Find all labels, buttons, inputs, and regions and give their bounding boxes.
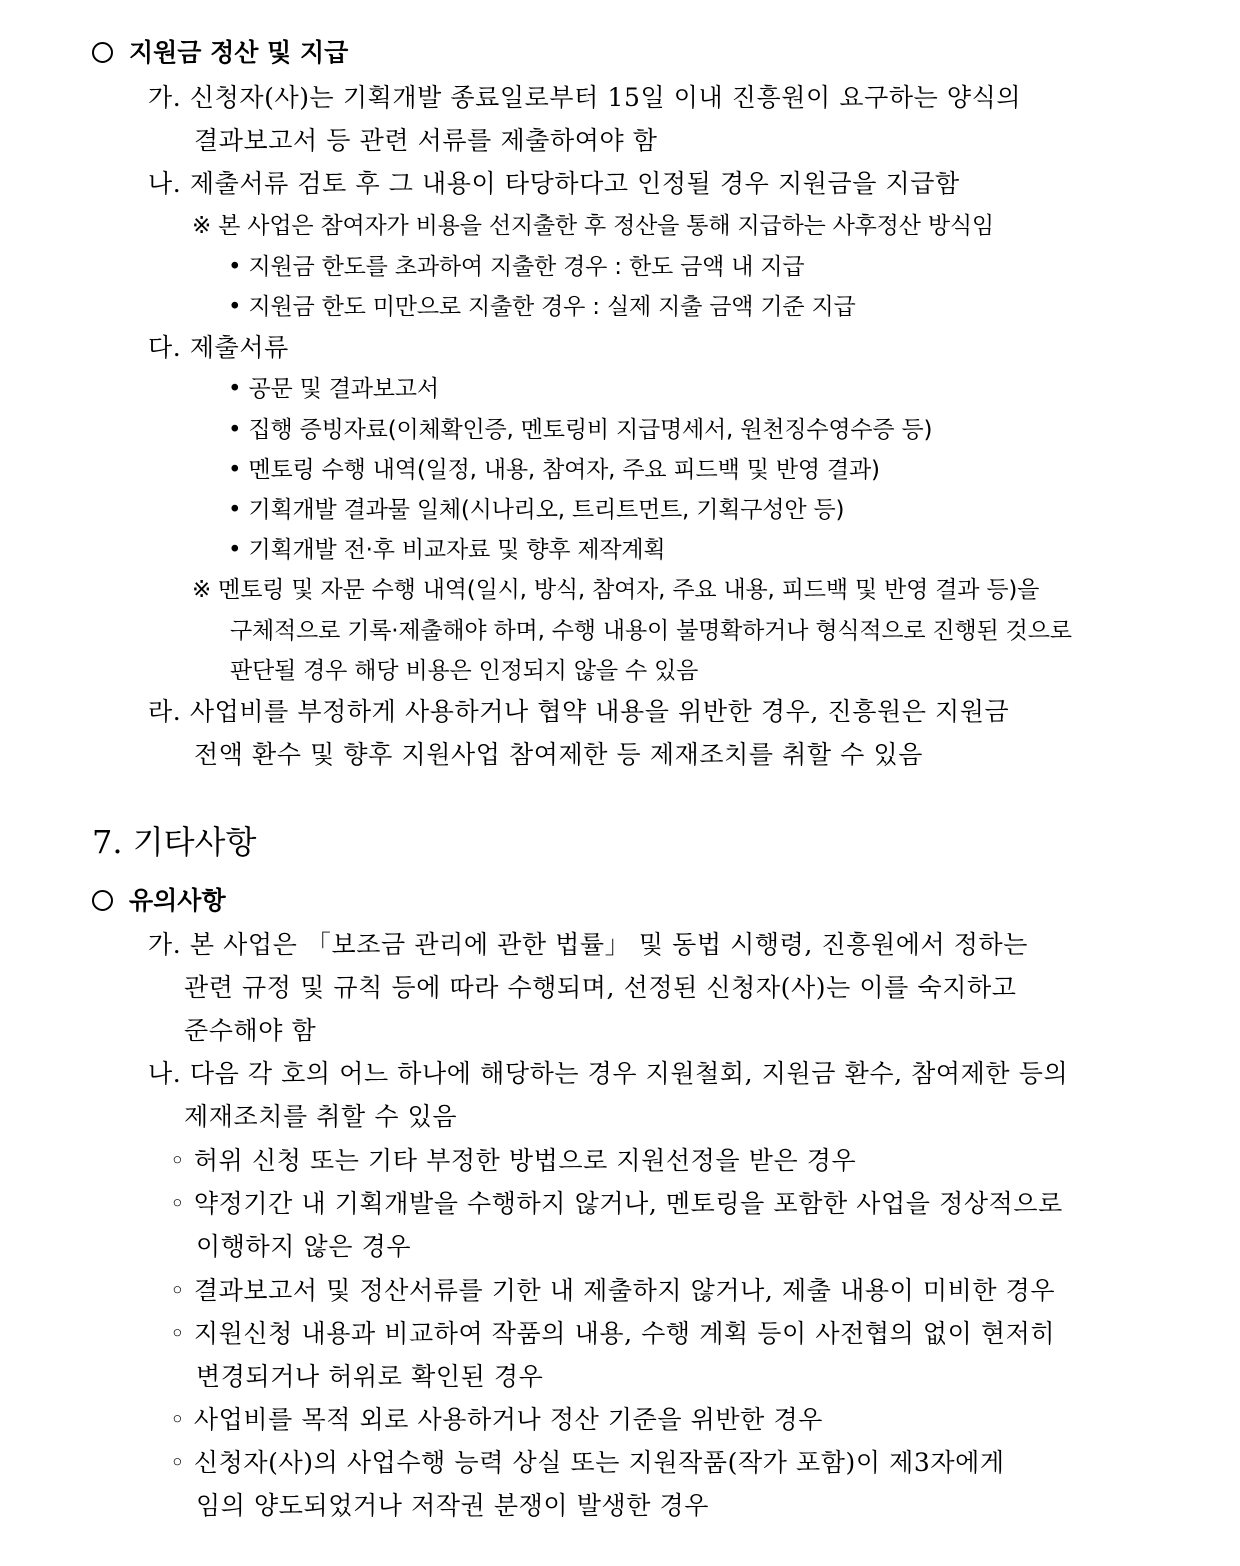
settlement-na-bullet: • 지원금 한도 미만으로 지출한 경우 : 실제 지출 금액 기준 지급 — [228, 294, 856, 320]
settlement-ra-line2: 전액 환수 및 향후 지원사업 참여제한 등 제재조치를 취할 수 있음 — [194, 740, 923, 769]
section7-item: ◦ 지원신청 내용과 비교하여 작품의 내용, 수행 계획 등이 사전협의 없이 현저히 — [170, 1319, 1056, 1348]
settlement-ra-line1: 라. 사업비를 부정하게 사용하거나 협약 내용을 위반한 경우, 진흥원은 지원금 — [148, 697, 1010, 726]
circle-bullet-icon — [92, 890, 113, 911]
section7-item: ◦ 약정기간 내 기획개발을 수행하지 않거나, 멘토링을 포함한 사업을 정상적으로 — [170, 1189, 1063, 1218]
settlement-da-note: 구체적으로 기록·제출해야 하며, 수행 내용이 불명확하거나 형식적으로 진행된 것으로 — [230, 618, 1072, 644]
settlement-da-bullet: • 멘토링 수행 내역(일정, 내용, 참여자, 주요 피드백 및 반영 결과) — [228, 457, 880, 483]
circle-bullet-icon — [92, 42, 113, 63]
settlement-ga-line2: 결과보고서 등 관련 서류를 제출하여야 함 — [194, 126, 658, 155]
section7-na-line: 제재조치를 취할 수 있음 — [184, 1102, 458, 1131]
settlement-da-bullet: • 기획개발 전·후 비교자료 및 향후 제작계획 — [228, 537, 666, 563]
section7-item-cont: 임의 양도되었거나 저작권 분쟁이 발생한 경우 — [196, 1491, 709, 1520]
section7-item: ◦ 결과보고서 및 정산서류를 기한 내 제출하지 않거나, 제출 내용이 미비한 경우 — [170, 1276, 1056, 1305]
section7-title: 7. 기타사항 — [92, 823, 257, 861]
settlement-da-note: ※ 멘토링 및 자문 수행 내역(일시, 방식, 참여자, 주요 내용, 피드백 및 반영 결과 등)을 — [192, 577, 1040, 603]
settlement-da-note: 판단될 경우 해당 비용은 인정되지 않을 수 있음 — [230, 658, 699, 684]
settlement-na-note: ※ 본 사업은 참여자가 비용을 선지출한 후 정산을 통해 지급하는 사후정산 방식임 — [192, 213, 994, 239]
section7-ga-line: 준수해야 함 — [184, 1016, 317, 1045]
settlement-ga-line1: 가. 신청자(사)는 기획개발 종료일로부터 15일 이내 진흥원이 요구하는 양식의 — [148, 83, 1022, 112]
settlement-na-line1: 나. 제출서류 검토 후 그 내용이 타당하다고 인정될 경우 지원금을 지급함 — [148, 169, 960, 198]
section7-heading-text: 유의사항 — [129, 886, 226, 915]
settlement-heading — [92, 40, 348, 65]
section7-item-cont: 변경되거나 허위로 확인된 경우 — [196, 1362, 544, 1391]
section7-ga-line: 관련 규정 및 규칙 등에 따라 수행되며, 선정된 신청자(사)는 이를 숙지하고 — [184, 973, 1017, 1002]
section7-item: ◦ 허위 신청 또는 기타 부정한 방법으로 지원선정을 받은 경우 — [170, 1146, 857, 1175]
settlement-da-bullet: • 기획개발 결과물 일체(시나리오, 트리트먼트, 기획구성안 등) — [228, 497, 845, 523]
section7-na-line: 나. 다음 각 호의 어느 하나에 해당하는 경우 지원철회, 지원금 환수, 참여제한 등의 — [148, 1059, 1069, 1088]
settlement-na-bullet: • 지원금 한도를 초과하여 지출한 경우 : 한도 금액 내 지급 — [228, 254, 805, 280]
settlement-da-line1: 다. 제출서류 — [148, 333, 289, 362]
section7-item-cont: 이행하지 않은 경우 — [196, 1232, 412, 1261]
section7-heading — [92, 888, 226, 913]
section7-item: ◦ 사업비를 목적 외로 사용하거나 정산 기준을 위반한 경우 — [170, 1405, 823, 1434]
settlement-da-bullet: • 공문 및 결과보고서 — [228, 376, 439, 402]
settlement-heading-text: 지원금 정산 및 지급 — [129, 38, 349, 67]
settlement-da-bullet: • 집행 증빙자료(이체확인증, 멘토링비 지급명세서, 원천징수영수증 등) — [228, 417, 933, 443]
section7-ga-line: 가. 본 사업은 「보조금 관리에 관한 법률」 및 동법 시행령, 진흥원에서 정하는 — [148, 930, 1029, 959]
section7-item: ◦ 신청자(사)의 사업수행 능력 상실 또는 지원작품(작가 포함)이 제3자에게 — [170, 1448, 1005, 1477]
